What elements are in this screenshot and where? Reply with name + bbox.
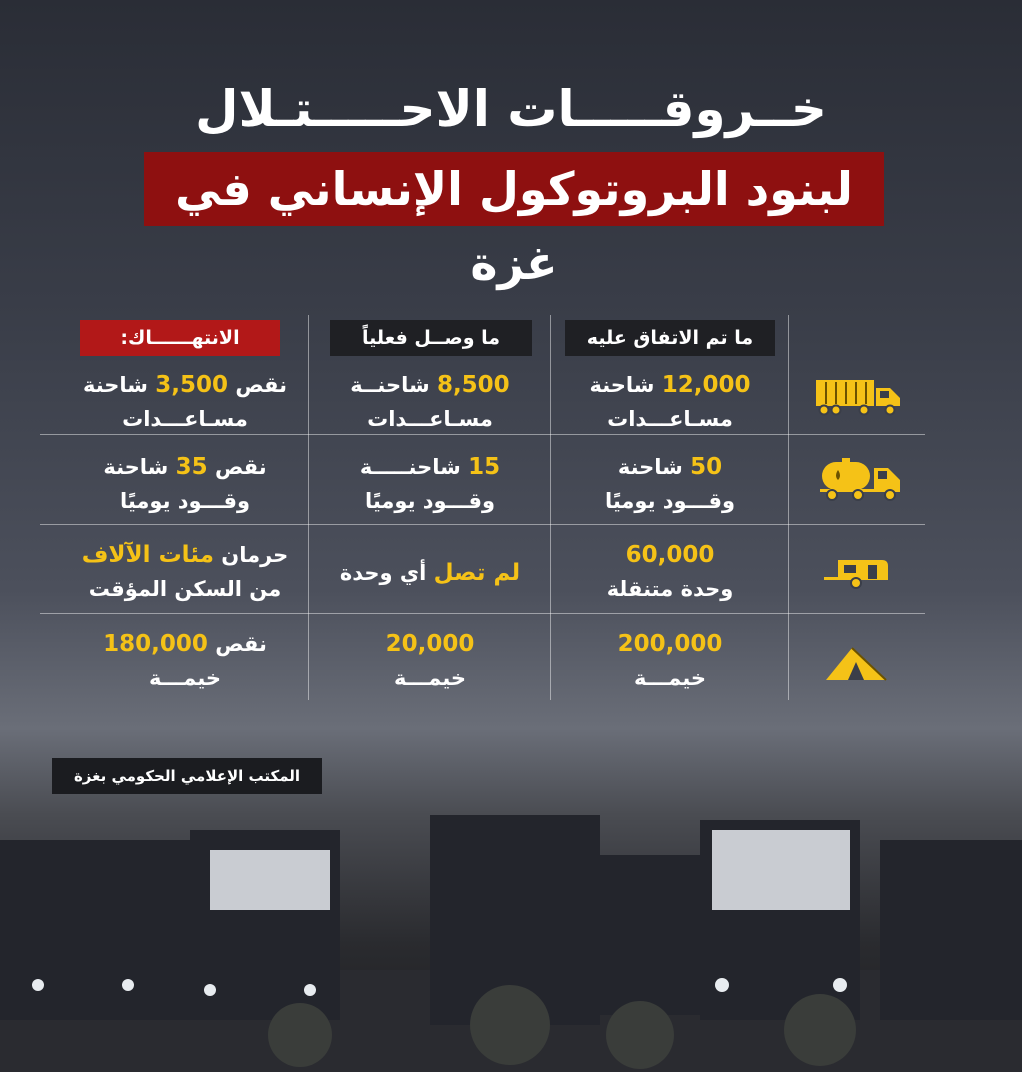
column-divider	[550, 315, 551, 700]
source-label: المكتب الإعلامي الحكومي بغزة	[52, 758, 322, 794]
row-divider	[40, 524, 925, 525]
row-cargo-violation: نقص 3,500 شاحنة مسـاعـــدات	[82, 372, 288, 431]
row-cargo-agreed: 12,000 شاحنة مسـاعـــدات	[589, 372, 751, 431]
row-cargo-arrived: 8,500 شاحنــة مسـاعـــدات	[350, 372, 510, 431]
row-caravan-violation: حرمان مئات الآلاف من السكن المؤقت	[81, 542, 289, 601]
trucks-background-image	[0, 800, 1022, 1072]
header-agreed: ما تم الاتفاق عليه	[565, 320, 775, 356]
row-tent-agreed: 200,000 خيمـــة	[617, 631, 723, 690]
row-fuel-arrived: 15 شاحنـــــة وقـــود يوميًا	[359, 454, 501, 513]
column-divider	[308, 315, 309, 700]
row-caravan-agreed: 60,000 وحدة متنقلة	[606, 542, 734, 601]
row-divider	[40, 613, 925, 614]
row-tent-violation: نقص 180,000 خيمـــة	[103, 631, 267, 690]
subtitle-banner	[144, 152, 884, 290]
cargo-truck-icon	[814, 376, 902, 418]
page-subtitle: لبنود البروتوكول الإنساني في غزة	[175, 162, 853, 290]
row-fuel-violation: نقص 35 شاحنة وقـــود يوميًا	[103, 454, 267, 513]
row-caravan-arrived: لم تصل أي وحدة	[339, 560, 521, 586]
row-fuel-agreed: 50 شاحنة وقـــود يوميًا	[604, 454, 736, 513]
page-title: خــروقـــــات الاحـــــتـلال	[195, 80, 827, 138]
header-arrived: ما وصــل فعلياً	[330, 320, 532, 356]
fuel-tanker-icon	[818, 456, 902, 502]
header-violation: الانتهــــــاك:	[80, 320, 280, 356]
tent-icon	[822, 644, 890, 684]
column-divider	[788, 315, 789, 700]
caravan-icon	[822, 556, 890, 590]
row-tent-arrived: 20,000 خيمـــة	[385, 631, 475, 690]
